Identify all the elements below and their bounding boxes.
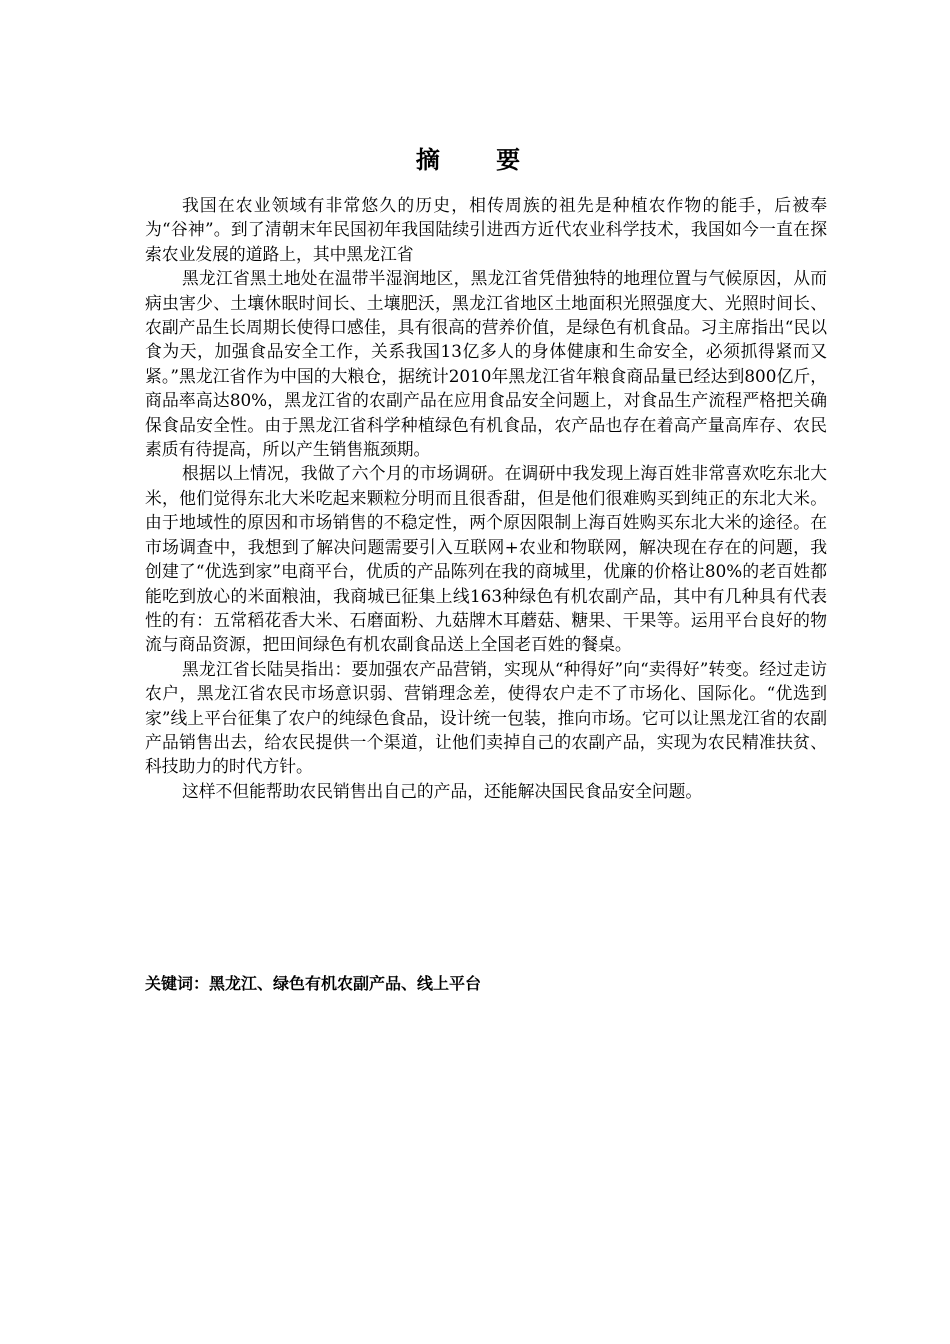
abstract-paragraph-5: 这样不但能帮助农民销售出自己的产品，还能解决国民食品安全问题。 — [181, 780, 703, 801]
keywords-line: 关键词：黑龙江、绿色有机农副产品、线上平台 — [145, 974, 482, 993]
abstract-body — [145, 193, 827, 803]
abstract-paragraph-4: 黑龙江省长陆昊指出：要加强农产品营销，实现从“种得好”向“卖得好”转变。经过走访农户，黑龙江省农民市场意识弱、营销理念差，使得农户走不了市场化、国际化。“优选到家”线上平台征集了农户的纯绿色食品，设计统一包装，推向市场。它可以让黑龙江省的农副产品销售出去，给农民提供一个渠道，让他们卖掉自己的农副产品，实现为农民精准扶贫、科技助力的时代方针。 — [145, 658, 827, 777]
abstract-paragraph-1: 我国在农业领域有非常悠久的历史，相传周族的祖先是种植农作物的能手，后被奉为“谷神”。到了清朝末年民国初年我国陆续引进西方近代农业科学技术，我国如今一直在探索农业发展的道路上，其中黑龙江省 — [145, 195, 827, 264]
abstract-paragraph-2: 黑龙江省黑土地处在温带半湿润地区，黑龙江省凭借独特的地理位置与气候原因，从而病虫害少、土壤休眠时间长、土壤肥沃，黑龙江省地区土地面积光照强度大、光照时间长、农副产品生长周期长使得口感佳，具有很高的营养价值，是绿色有机食品。习主席指出“民以食为天，加强食品安全工作，关系我国13亿多人的身体健康和生命安全，必须抓得紧而又紧。”黑龙江省作为中国的大粮仓，据统计2010年黑龙江省年粮食商品量已经达到800亿斤，商品率高达80%，黑龙江省的农副产品在应用食品安全问题上，对食品生产流程严格把关确保食品安全性。由于黑龙江省科学种植绿色有机食品，农产品也存在着高产量高库存、农民素质有待提高，所以产生销售瓶颈期。 — [145, 268, 827, 460]
abstract-title: 摘 要 — [415, 146, 545, 174]
abstract-paragraph-3: 根据以上情况，我做了六个月的市场调研。在调研中我发现上海百姓非常喜欢吃东北大米，他们觉得东北大米吃起来颗粒分明而且很香甜，但是他们很难购买到纯正的东北大米。由于地域性的原因和市场销售的不稳定性，两个原因限制上海百姓购买东北大米的途径。在市场调查中，我想到了解决问题需要引入互联网+农业和物联网，解决现在存在的问题，我创建了“优选到家”电商平台，优质的产品陈列在我的商城里，优廉的价格让80%的老百姓都能吃到放心的米面粮油，我商城已征集上线163种绿色有机农副产品，其中有几种具有代表性的有：五常稻花香大米、石磨面粉、九菇牌木耳蘑菇、糖果、干果等。运用平台良好的物流与商品资源，把田间绿色有机农副食品送上全国老百姓的餐桌。 — [145, 463, 827, 655]
